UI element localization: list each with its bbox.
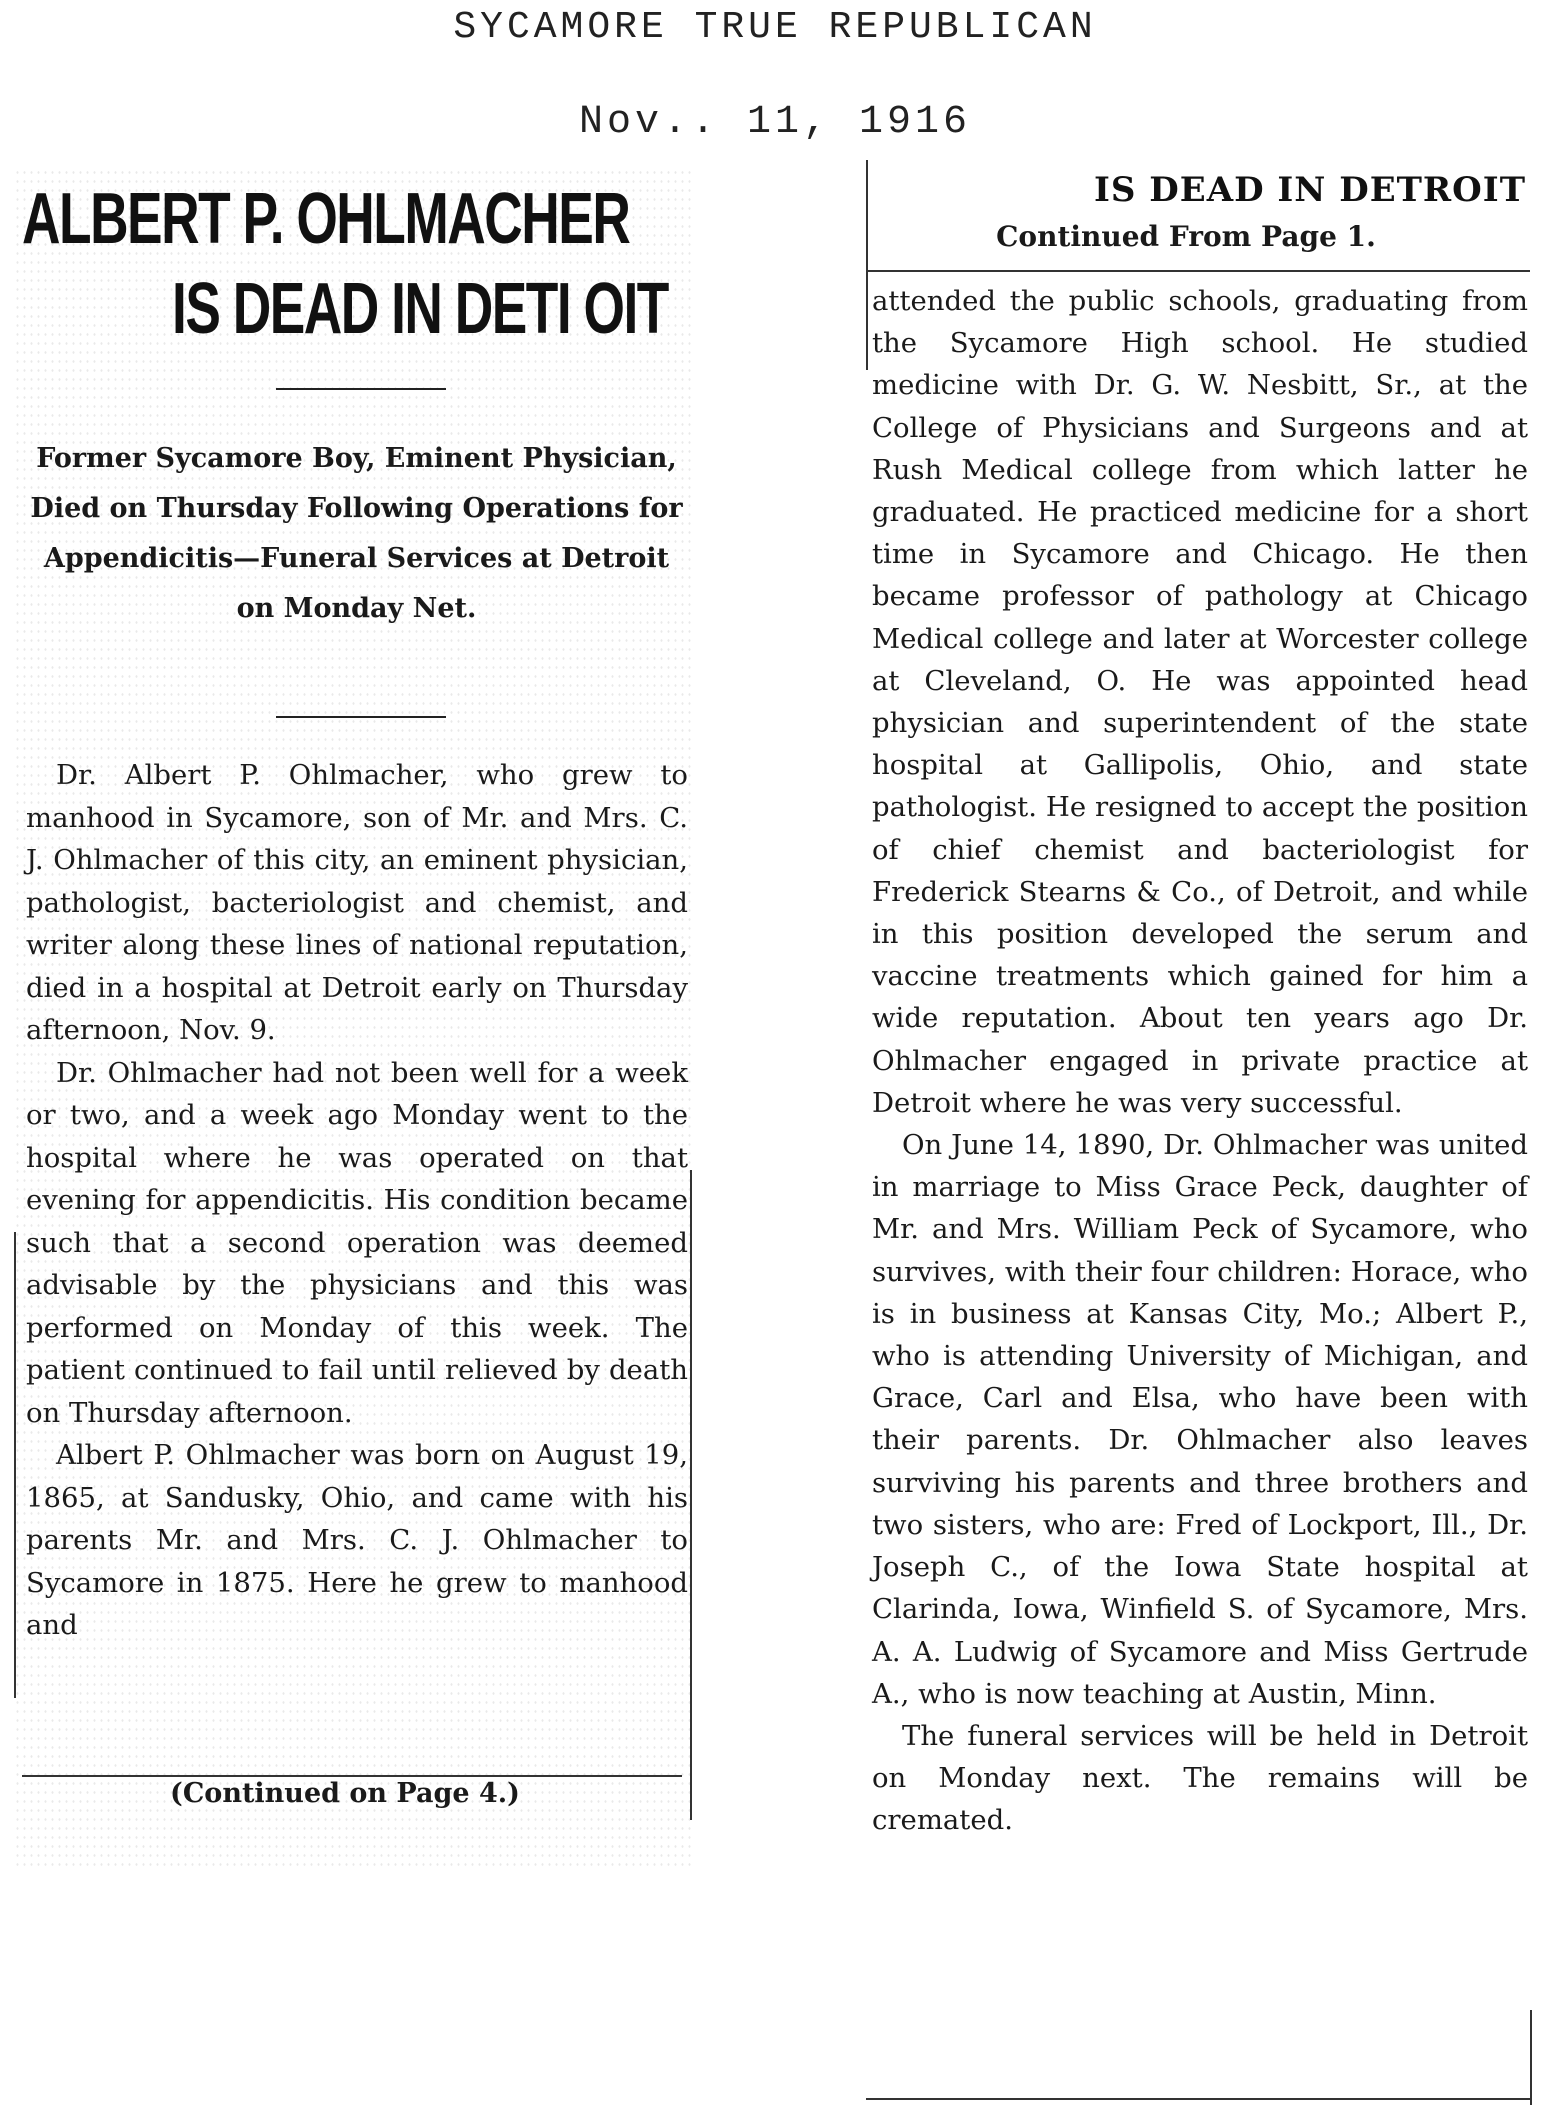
- left-column-border: [14, 1232, 16, 1698]
- continuation-header-rule: [866, 270, 1530, 272]
- article-body-right: [872, 280, 1528, 1842]
- headline-line-1: ALBERT P. OHLMACHER: [22, 179, 630, 259]
- article-body-left: [26, 754, 688, 1647]
- paragraph-illness: Dr. Ohlmacher had not been well for a week or two, and a week ago Monday went to the hospital where he was operated on that evening for appendicitis. His condition became such that a second operation was deemed advisable by the physicians and this was performed on Monday of this week. The patient continued to fail until relieved by death on Thursday afternoon.: [26, 1056, 688, 1429]
- subhead-divider: [276, 716, 446, 718]
- headline-divider: [276, 388, 446, 390]
- paragraph-family: On June 14, 1890, Dr. Ohlmacher was united in marriage to Miss Grace Peck, daughter of Mr. and Mrs. William Peck of Sycamore, who survives, with their four children: Horace, who is in business at Kansas City, Mo.; Albert P., who is attending University of Michigan, and Grace, Carl and Elsa, who have been with their parents. Dr. Ohlmacher also leaves surviving his parents and three brothers and two sisters, who are: Fred of Lockport, Ill., Dr. Joseph C., of the Iowa State hospital at Clarinda, Iowa, Winfield S. of Sycamore, Mrs. A. A. Ludwig of Sycamore and Miss Gertrude A., who is now teaching at Austin, Minn.: [872, 1129, 1528, 1710]
- paragraph-intro: Dr. Albert P. Ohlmacher, who grew to manhood in Sycamore, son of Mr. and Mrs. C. J. Ohlmacher of this city, an eminent physician, pathologist, bacteriologist and chemist, and writer along these lines of national reputation, died in a hospital at Detroit early on Thursday afternoon, Nov. 9.: [26, 759, 688, 1046]
- left-column-right-border: [690, 1170, 692, 1820]
- continued-from-note: Continued From Page 1.: [996, 220, 1376, 253]
- article-end-rule: [866, 2098, 1530, 2100]
- continuation-rule: [22, 1775, 682, 1777]
- continuation-article: [866, 160, 1538, 2105]
- continued-on-note: (Continued on Page 4.): [170, 1778, 520, 1809]
- headline-line-2: IS DEAD IN DETI OIT: [172, 269, 668, 349]
- right-column-end-border: [1530, 2010, 1532, 2105]
- newspaper-masthead: SYCAMORE TRUE REPUBLICAN: [453, 6, 1097, 49]
- subheadline: Former Sycamore Boy, Eminent Physician, Died on Thursday Following Operations for Appendicitis—Funeral Services at Detroit on Monday Net.: [30, 443, 683, 624]
- paragraph-career: attended the public schools, graduating from the Sycamore High school. He studied medicine with Dr. G. W. Nesbitt, Sr., at the College of Physicians and Surgeons and at Rush Medical college from which latter he graduated. He practiced medicine for a short time in Sycamore and Chicago. He then became professor of pathology at Chicago Medical college and later at Worcester college at Cleveland, O. He was appointed head physician and superintendent of the state hospital at Gallipolis, Ohio, and state pathologist. He resigned to accept the position of chief chemist and bacteriologist for Frederick Stearns & Co., of Detroit, and while in this position developed the serum and vaccine treatments which gained for him a wide reputation. About ten years ago Dr. Ohlmacher engaged in private practice at Detroit where he was very successful.: [872, 285, 1528, 1119]
- continuation-title: IS DEAD IN DETROIT: [1094, 170, 1526, 210]
- front-page-article: [14, 168, 694, 1868]
- issue-date: Nov.. 11, 1916: [578, 100, 972, 145]
- paragraph-funeral: The funeral services will be held in Detroit on Monday next. The remains will be cremated.: [872, 1719, 1528, 1837]
- paragraph-birth: Albert P. Ohlmacher was born on August 19, 1865, at Sandusky, Ohio, and came with his parents Mr. and Mrs. C. J. Ohlmacher to Sycamore in 1875. Here he grew to manhood and: [26, 1439, 688, 1641]
